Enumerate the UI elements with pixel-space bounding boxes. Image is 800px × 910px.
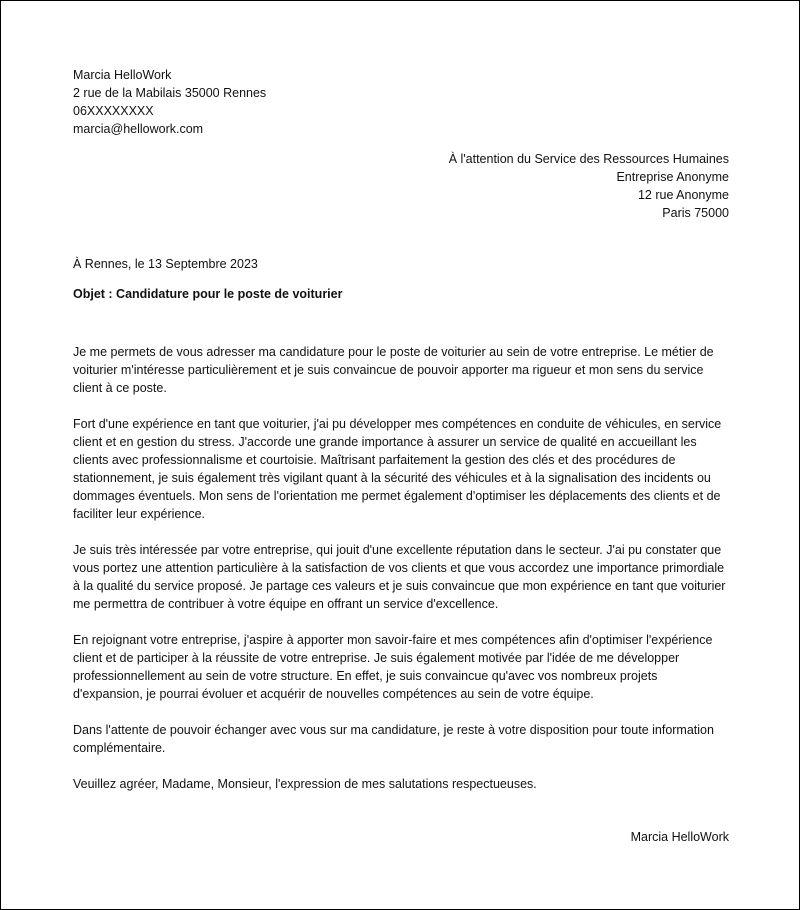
recipient-block [73,150,729,222]
sender-block [73,66,729,138]
paragraph-experience: Fort d'une expérience en tant que voiturier, j'ai pu développer mes compétences en conduite de véhicules, en service client et en gestion du stress. J'accorde une grande importance à assurer un service de qualité en accueillant les clients avec professionnalisme et courtoisie. Maîtrisant parfaitement la gestion des clés et des procédures de stationnement, je suis également très vigilant quant à la sécurité des véhicules et à la signalisation des incidents ou dommages éventuels. Mon sens de l'orientation me permet également d'optimiser les déplacements des clients et de faciliter leur expérience. [73,417,722,521]
sender-name: Marcia HelloWork [73,68,172,82]
recipient-company: Entreprise Anonyme [616,170,729,184]
recipient-street: 12 rue Anonyme [637,188,729,202]
paragraph-company: Je suis très intéressée par votre entreprise, qui jouit d'une excellente réputation dans le secteur. J'ai pu constater que vous portez une attention particulière à la satisfaction de vos clients et que vous accordez une importance primordiale à la qualité du service proposé. Je partage ces valeurs et je suis convaincue que mon expérience en tant que voiturier me permettra de contribuer à votre équipe en offrant un service d'excellence. [73,543,726,611]
paragraph-closing: Veuillez agréer, Madame, Monsieur, l'expression de mes salutations respectueuses. [73,777,537,791]
paragraph-motivation: En rejoignant votre entreprise, j'aspire à apporter mon savoir-faire et mes compétences afin d'optimiser l'expérience client et de participer à la réussite de votre entreprise. Je suis également motivée par l'idée de me développer professionnellement au sein de votre structure. En effet, je suis convaincue qu'avec vos nombreux projets d'expansion, je pourrai évoluer et acquérir de nouvelles compétences au sein de votre équipe. [73,633,713,701]
signature: Marcia HelloWork [630,830,729,844]
paragraph-availability: Dans l'attente de pouvoir échanger avec vous sur ma candidature, je reste à votre disposition pour toute information complémentaire. [73,723,714,755]
letter-body [73,343,729,811]
paragraph-intro: Je me permets de vous adresser ma candidature pour le poste de voiturier au sein de votre entreprise. Le métier de voiturier m'intéresse particulièrement et je suis convaincue de pouvoir apporter ma rigueur et mon sens du service client à ce poste. [73,345,714,395]
sender-email: marcia@hellowork.com [73,122,204,136]
recipient-city: Paris 75000 [662,206,729,220]
date-line: À Rennes, le 13 Septembre 2023 [73,257,258,271]
recipient-attention: À l'attention du Service des Ressources Humaines [448,152,729,166]
subject-line: Objet : Candidature pour le poste de voiturier [73,287,343,301]
sender-address: 2 rue de la Mabilais 35000 Rennes [73,86,267,100]
sender-phone: 06XXXXXXXX [73,104,154,118]
